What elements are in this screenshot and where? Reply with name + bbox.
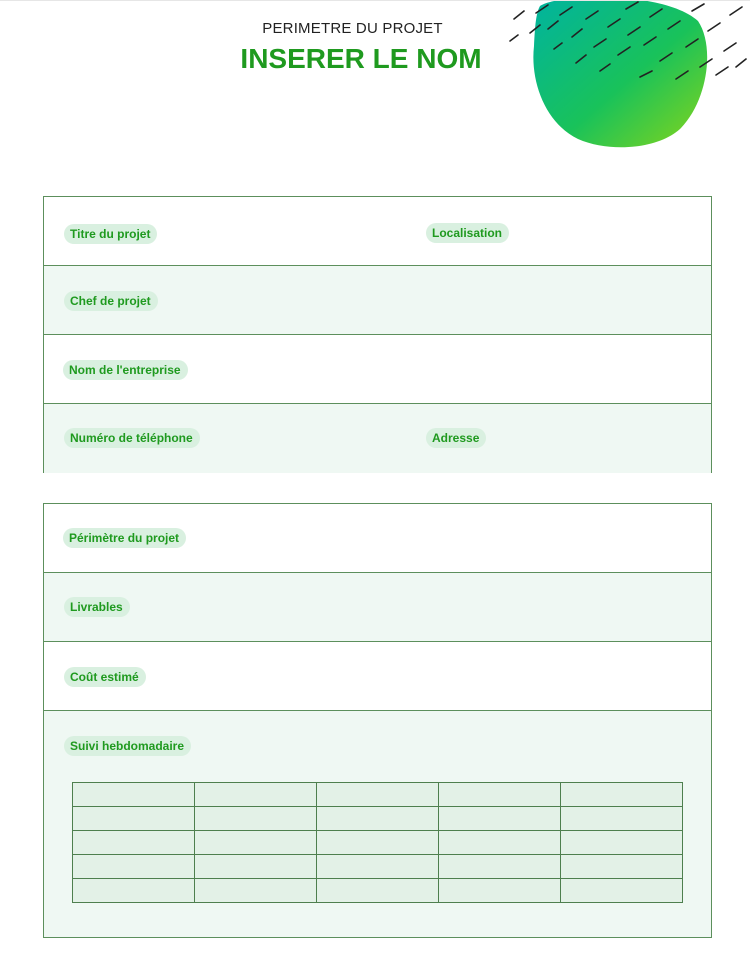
table-cell[interactable] <box>317 807 439 831</box>
project-manager-label: Chef de projet <box>64 291 158 311</box>
project-scope-label: Périmètre du projet <box>63 528 186 548</box>
project-scope-card <box>43 503 712 938</box>
address-label: Adresse <box>426 428 486 448</box>
table-cell[interactable] <box>195 783 317 807</box>
weekly-tracking-table <box>72 782 683 903</box>
table-cell[interactable] <box>561 783 683 807</box>
table-cell[interactable] <box>317 855 439 879</box>
table-row <box>73 807 683 831</box>
table-cell[interactable] <box>439 831 561 855</box>
table-cell[interactable] <box>73 855 195 879</box>
table-cell[interactable] <box>317 831 439 855</box>
table-cell[interactable] <box>195 831 317 855</box>
table-row <box>73 831 683 855</box>
project-manager-row[interactable] <box>44 266 711 335</box>
weekly-tracking-row <box>44 711 711 937</box>
deliverables-row[interactable] <box>44 573 711 642</box>
table-cell[interactable] <box>73 807 195 831</box>
page-title[interactable]: INSERER LE NOM <box>240 43 482 74</box>
decorative-blob-graphic <box>500 1 750 151</box>
location-label: Localisation <box>426 223 509 243</box>
phone-number-label: Numéro de téléphone <box>64 428 200 448</box>
table-cell[interactable] <box>195 807 317 831</box>
weekly-tracking-label: Suivi hebdomadaire <box>64 736 191 756</box>
table-cell[interactable] <box>317 879 439 903</box>
table-row <box>73 783 683 807</box>
phone-address-row[interactable] <box>44 404 711 473</box>
table-cell[interactable] <box>439 879 561 903</box>
table-cell[interactable] <box>561 807 683 831</box>
company-name-label: Nom de l'entreprise <box>63 360 188 380</box>
table-cell[interactable] <box>73 879 195 903</box>
table-cell[interactable] <box>73 783 195 807</box>
estimated-cost-row[interactable] <box>44 642 711 711</box>
table-row <box>73 879 683 903</box>
table-cell[interactable] <box>317 783 439 807</box>
project-title-row[interactable] <box>44 197 711 266</box>
table-cell[interactable] <box>439 855 561 879</box>
green-blob-shape <box>533 1 707 147</box>
table-cell[interactable] <box>195 855 317 879</box>
page-subtitle: PERIMETRE DU PROJET <box>262 20 443 37</box>
company-name-row[interactable] <box>44 335 711 404</box>
table-cell[interactable] <box>561 879 683 903</box>
table-cell[interactable] <box>561 831 683 855</box>
table-cell[interactable] <box>195 879 317 903</box>
estimated-cost-label: Coût estimé <box>64 667 146 687</box>
table-cell[interactable] <box>439 783 561 807</box>
table-cell[interactable] <box>561 855 683 879</box>
project-info-card <box>43 196 712 473</box>
table-cell[interactable] <box>439 807 561 831</box>
project-title-label: Titre du projet <box>64 224 157 244</box>
table-row <box>73 855 683 879</box>
deliverables-label: Livrables <box>64 597 130 617</box>
table-cell[interactable] <box>73 831 195 855</box>
project-scope-row[interactable] <box>44 504 711 573</box>
